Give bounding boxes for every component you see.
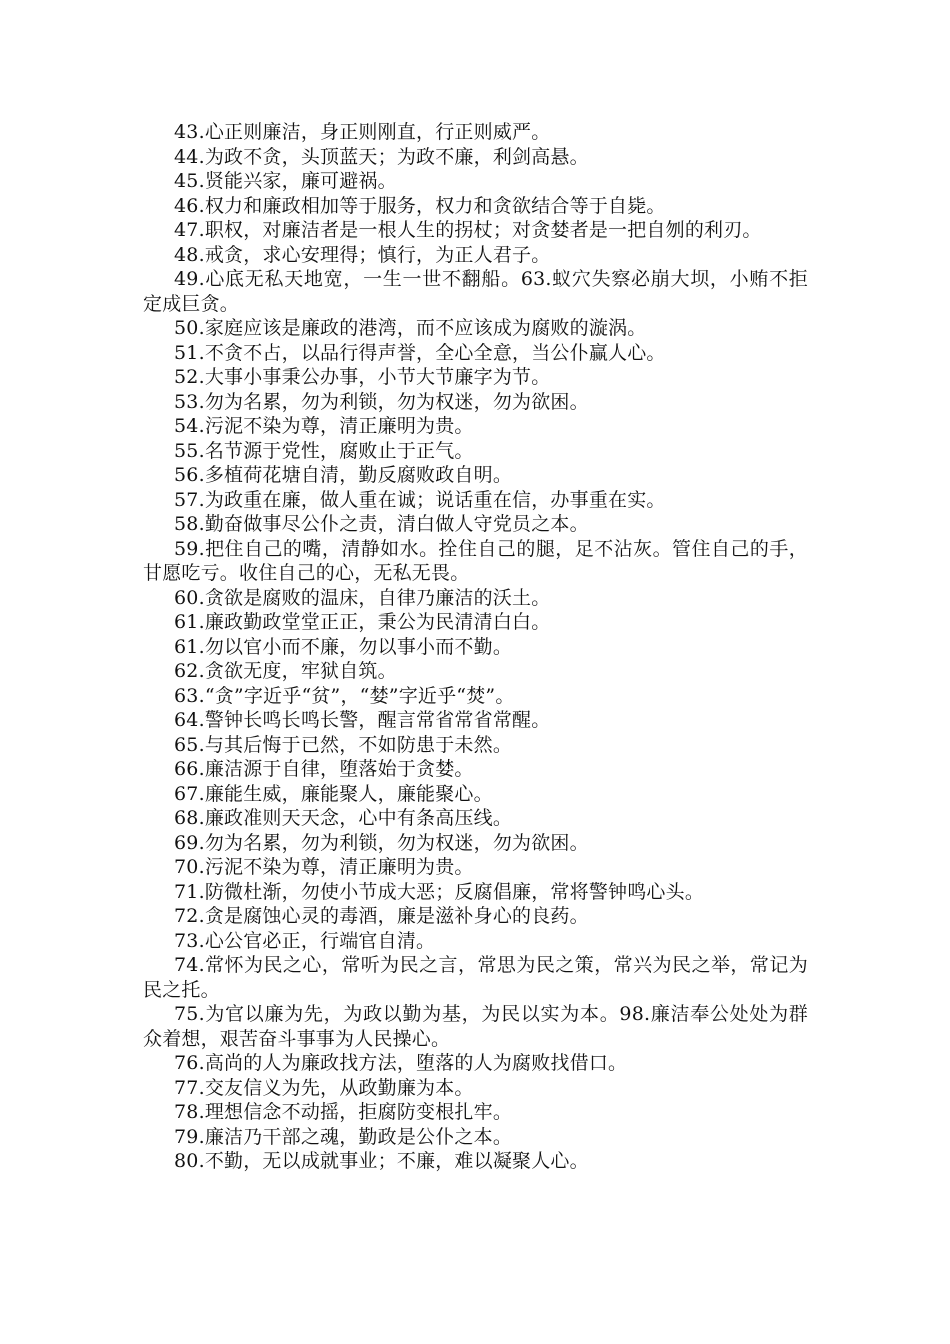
list-item-62: 62.贪欲无度，牢狱自筑。 — [174, 660, 397, 682]
list-item-72: 72.贪是腐蚀心灵的毒酒，廉是滋补身心的良药。 — [174, 905, 589, 927]
list-item-59: 59.把住自己的嘴，清静如水。拴住自己的腿，足不沾灰。管住自己的手，甘愿吃亏。收住自己的心，无私无畏。 — [143, 537, 808, 584]
list-item-75: 75.为官以廉为先，为政以勤为基，为民以实为本。98.廉洁奉公处处为群众着想，艰苦奋斗事事为人民操心。 — [143, 1003, 808, 1050]
list-item-57: 57.为政重在廉，做人重在诚；说话重在信，办事重在实。 — [174, 488, 666, 511]
list-item-58: 58.勤奋做事尽公仆之责，清白做人守党员之本。 — [174, 513, 589, 535]
list-item-49: 49.心底无私天地宽，一生一世不翻船。63.蚁穴失察必崩大坝，小贿不拒定成巨贪。 — [143, 268, 808, 315]
list-item-43: 43.心正则廉洁，身正则刚直，行正则威严。 — [174, 121, 551, 143]
list-item-44: 44.为政不贪，头顶蓝天；为政不廉，利剑高悬。 — [174, 145, 589, 168]
list-item-53: 53.勿为名累，勿为利锁，勿为权迷，勿为欲困。 — [174, 390, 589, 413]
list-item-70: 70.污泥不染为尊，清正廉明为贵。 — [174, 856, 474, 878]
list-item-77: 77.交友信义为先，从政勤廉为本。 — [174, 1076, 474, 1099]
list-item-50: 50.家庭应该是廉政的港湾，而不应该成为腐败的漩涡。 — [174, 317, 647, 339]
list-item-64: 64.警钟长鸣长鸣长警，醒言常省常省常醒。 — [174, 709, 551, 731]
list-item-68: 68.廉政准则天天念，心中有条高压线。 — [174, 807, 513, 829]
list-item-63: 63.“贪”字近乎“贫”，“婪”字近乎“焚”。 — [174, 684, 515, 707]
list-item-60: 60.贪欲是腐败的温床，自律乃廉洁的沃土。 — [174, 586, 551, 609]
list-item-52: 52.大事小事秉公办事，小节大节廉字为节。 — [174, 366, 551, 388]
list-item-48: 48.戒贪，求心安理得；慎行，为正人君子。 — [174, 243, 551, 266]
list-item-74: 74.常怀为民之心，常听为民之言，常思为民之策，常兴为民之举，常记为民之托。 — [143, 954, 808, 1001]
list-item-54: 54.污泥不染为尊，清正廉明为贵。 — [174, 415, 474, 437]
list-item-65: 65.与其后悔于已然，不如防患于未然。 — [174, 733, 513, 756]
list-item-56: 56.多植荷花塘自清，勤反腐败政自明。 — [174, 464, 513, 486]
list-item-71: 71.防微杜渐，勿使小节成大恶；反腐倡廉，常将警钟鸣心头。 — [174, 880, 705, 903]
list-item-46: 46.权力和廉政相加等于服务，权力和贪欲结合等于自毙。 — [174, 194, 666, 217]
document-body — [143, 120, 808, 1174]
list-item-79: 79.廉洁乃干部之魂，勤政是公仆之本。 — [174, 1125, 513, 1148]
list-item-51: 51.不贪不占，以品行得声誉，全心全意，当公仆赢人心。 — [174, 341, 666, 364]
list-item-67: 67.廉能生威，廉能聚人，廉能聚心。 — [174, 782, 493, 805]
list-item-55: 55.名节源于党性，腐败止于正气。 — [174, 439, 474, 462]
list-item-73: 73.心公官必正，行端官自清。 — [174, 929, 436, 952]
list-item-80: 80.不勤，无以成就事业；不廉，难以凝聚人心。 — [174, 1150, 589, 1172]
list-item-47: 47.职权，对廉洁者是一根人生的拐杖；对贪婪者是一把自刎的利刃。 — [174, 219, 762, 241]
list-item-69: 69.勿为名累，勿为利锁，勿为权迷，勿为欲困。 — [174, 831, 589, 854]
list-item-45: 45.贤能兴家，廉可避祸。 — [174, 170, 397, 192]
list-item-76: 76.高尚的人为廉政找方法，堕落的人为腐败找借口。 — [174, 1052, 628, 1074]
list-item-61b: 61.勿以官小而不廉，勿以事小而不勤。 — [174, 635, 513, 658]
list-item-66: 66.廉洁源于自律，堕落始于贪婪。 — [174, 758, 474, 780]
list-item-61a: 61.廉政勤政堂堂正正，秉公为民清清白白。 — [174, 611, 551, 633]
list-item-78: 78.理想信念不动摇，拒腐防变根扎牢。 — [174, 1101, 513, 1123]
